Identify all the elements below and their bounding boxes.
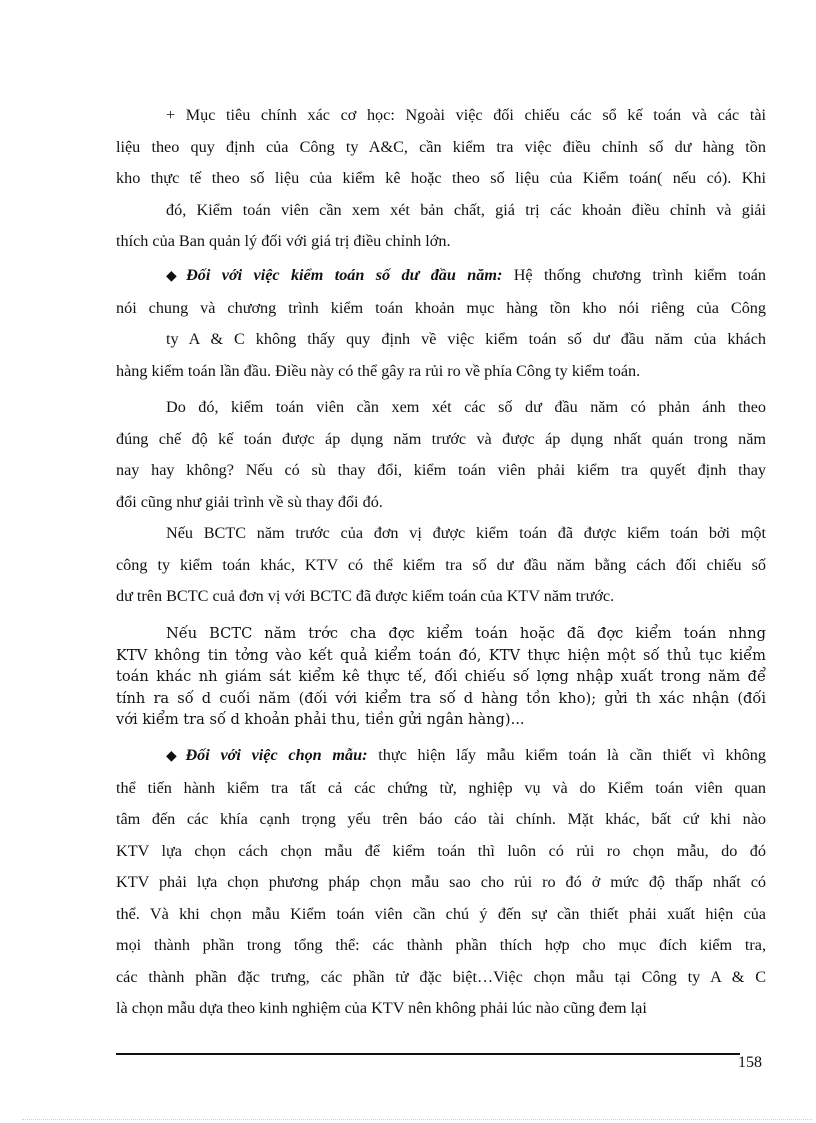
text-line: KTV lựa chọn cách chọn mẫu để kiểm toán thì luôn có rủi ro chọn mẫu, do đó bbox=[116, 841, 766, 860]
text-line: nay hay không? Nếu có sù thay đổi, kiểm toán viên phải kiểm tra quyết định thay bbox=[116, 461, 766, 479]
paragraph-prior-audit bbox=[116, 518, 766, 613]
text-run: Hệ thống chương trình kiểm toán bbox=[502, 266, 766, 284]
text-line: liệu theo quy định của Công ty A&C, cần kiểm tra việc điều chỉnh số dư hàng tồn bbox=[116, 137, 766, 156]
text-line: thích của Ban quản lý đối với giá trị điều chỉnh lớn. bbox=[116, 232, 451, 250]
text-line: công ty kiểm toán khác, KTV có thể kiểm tra số dư đầu năm bằng cách đối chiếu số bbox=[116, 555, 766, 574]
heading-text: Đối với việc kiểm toán số dư đầu năm: bbox=[186, 266, 503, 284]
text-line: đúng chế độ kế toán được áp dụng năm trước và được áp dụng nhất quán trong năm bbox=[116, 429, 766, 448]
text-line: KTV phải lựa chọn phương pháp chọn mẫu sao cho rủi ro đó ở mức độ thấp nhất có bbox=[116, 873, 766, 891]
text-line: mọi thành phần trong tổng thể: các thành phần thích hợp cho mục đích kiểm tra, bbox=[116, 936, 766, 954]
text-line: toán khác nh giám sát kiểm kê thực tế, đối chiếu số lợng nhập xuất trong năm để bbox=[116, 668, 766, 685]
page-bottom-dotted-line bbox=[22, 1119, 812, 1120]
text-line: hàng kiểm toán lần đầu. Điều này có thể gây ra rủi ro về phía Công ty kiểm toán. bbox=[116, 361, 641, 380]
heading-text: Đối với việc chọn mẫu: bbox=[185, 746, 368, 764]
text-line: đó, Kiểm toán viên cần xem xét bản chất, giá trị các khoản điều chỉnh và giải bbox=[166, 200, 766, 219]
text-line: dư trên BCTC cuả đơn vị với BCTC đã được kiểm toán của KTV năm trước. bbox=[116, 587, 615, 605]
text-line: thể tiến hành kiểm tra tất cả các chứng từ, nghiệp vụ và do Kiểm toán viên quan bbox=[116, 778, 766, 797]
footer-rule bbox=[116, 1053, 740, 1055]
text-line: là chọn mẫu dựa theo kinh nghiệm của KTV nên không phải lúc nào cũng đem lại bbox=[116, 999, 647, 1017]
text-line: tâm đến các khía cạnh trọng yếu trên báo cáo tài chính. Mặt khác, bất cứ khi nào bbox=[116, 810, 766, 828]
paragraph-review-balances bbox=[116, 392, 766, 518]
diamond-icon: ◆ bbox=[166, 749, 184, 764]
text-line bbox=[116, 260, 766, 293]
text-line: + Mục tiêu chính xác cơ học: Ngoài việc đối chiếu các sổ kế toán và các tài bbox=[166, 106, 766, 124]
text-line: ty A & C không thấy quy định về việc kiểm toán số dư đầu năm của khách bbox=[166, 330, 766, 348]
paragraph-unaudited-prior bbox=[116, 623, 766, 731]
bullet-heading bbox=[166, 266, 502, 284]
text-line: Nếu BCTC năm trớc cha đợc kiểm toán hoặc đã đợc kiểm toán nhng bbox=[166, 625, 766, 642]
text-line bbox=[116, 740, 766, 773]
bullet-heading bbox=[166, 746, 368, 764]
text-run: thực hiện lấy mẫu kiểm toán là cần thiết vì không bbox=[367, 746, 766, 764]
text-line: với kiểm tra số d khoản phải thu, tiền gửi ngân hàng)... bbox=[116, 711, 525, 728]
text-line: KTV không tin tởng vào kết quả kiểm toán đó, KTV thực hiện một số thủ tục kiểm bbox=[116, 646, 766, 664]
text-line: kho thực tế theo số liệu của kiểm kê hoặc theo số liệu của Kiểm toán( nếu có). Khi bbox=[116, 169, 766, 187]
paragraph-sampling bbox=[116, 740, 766, 1025]
text-line: nói chung và chương trình kiểm toán khoản mục hàng tồn kho nói riêng của Công bbox=[116, 298, 766, 317]
text-line: Nếu BCTC năm trước của đơn vị được kiểm toán đã được kiểm toán bởi một bbox=[166, 524, 766, 542]
text-line: thể. Và khi chọn mẫu Kiểm toán viên cần chú ý đến sự cần thiết phải xuất hiện của bbox=[116, 904, 766, 923]
page-number: 158 bbox=[738, 1054, 762, 1071]
paragraph-mechanical-accuracy bbox=[116, 100, 766, 258]
text-line: tính ra số d cuối năm (đối với kiểm tra số d hàng tồn kho); gửi th xác nhận (đối bbox=[116, 689, 766, 707]
paragraph-opening-balance bbox=[116, 260, 766, 387]
diamond-icon: ◆ bbox=[166, 269, 185, 284]
text-line: Do đó, kiểm toán viên cần xem xét các số dư đầu năm có phản ánh theo bbox=[166, 398, 766, 416]
text-line: các thành phần đặc trưng, các phần tử đặc biệt…Việc chọn mẫu tại Công ty A & C bbox=[116, 967, 766, 986]
text-line: đổi cũng như giải trình về sù thay đổi đó. bbox=[116, 492, 383, 511]
